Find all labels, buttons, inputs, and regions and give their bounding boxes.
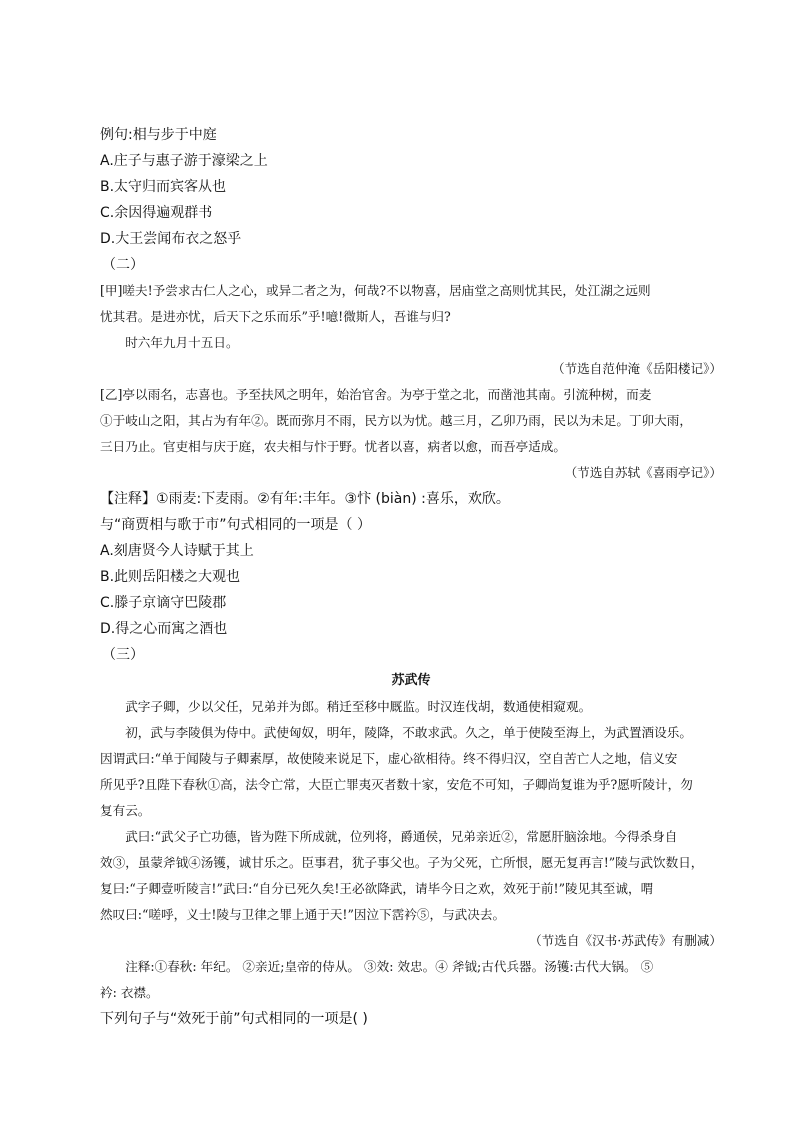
paragraph-line: 因谓武曰:“单于闻陵与子卿素厚，故使陵来说足下，虚心欲相待。终不得归汉，空自苦亡人之地，信义安 — [100, 751, 678, 766]
section-3-label: （三） — [102, 647, 144, 663]
paragraph-line: 武曰:“武父子亡功德，皆为陛下所成就，位列将，爵通侯，兄弟亲近②，常愿肝脑涂地。今得杀身自 — [125, 829, 678, 844]
q1-option-b: B.太守归而宾客从也 — [100, 179, 227, 195]
q2-option-b: B.此则岳阳楼之大观也 — [100, 569, 241, 585]
example-sentence: 例句:相与步于中庭 — [100, 127, 217, 143]
passage-yi — [100, 382, 722, 460]
passage-jia-source: （节选自范仲淹《岳阳楼记》） — [551, 361, 722, 376]
document-content — [100, 122, 722, 1032]
q2-option-a: A.刻唐贤今人诗赋于其上 — [100, 543, 254, 559]
passage-3-source: （节选自《汉书·苏武传》有删减） — [529, 933, 722, 948]
passage-title: 苏武传 — [391, 673, 431, 688]
paragraph-line: 初，武与李陵俱为侍中。武使匈奴，明年，陵降，不敢求武。久之，单于使陵至海上，为武置酒设乐。 — [125, 725, 692, 740]
section-3-notes — [100, 954, 722, 1006]
section-2-question: 与“商贾相与歌于市”句式相同的一项是（ ） — [100, 517, 371, 533]
q2-option-d: D.得之心而寓之酒也 — [100, 621, 228, 637]
passage-paragraph-3 — [100, 824, 722, 928]
q1-option-d: D.大王尝闻布衣之怒乎 — [100, 231, 242, 247]
q2-option-c: C.滕子京谪守巴陵郡 — [100, 595, 227, 611]
passage-jia-line: 忧其君。是进亦忧，后天下之乐而乐”乎!噫!微斯人，吾谁与归? — [100, 309, 451, 324]
passage-jia-date: 时六年九月十五日。 — [125, 335, 239, 350]
section-2-notes: 【注释】①雨麦:下麦雨。②有年:丰年。③忭 (biàn) :喜乐，欢欣。 — [100, 491, 510, 507]
paragraph-line: 效③，虽蒙斧钺④汤镬，诚甘乐之。臣事君，犹子事父也。子为父死，亡所恨，愿无复再言!”陵与武饮数日， — [100, 855, 704, 870]
passage-jia — [100, 278, 722, 330]
passage-yi-line: 三日乃止。官吏相与庆于庭，农夫相与忭于野。忧者以喜，病者以愈，而吾亭适成。 — [100, 439, 566, 454]
notes-line: 注释:①春秋: 年纪。 ②亲近;皇帝的侍从。 ③效: 效忠。④ 斧钺;古代兵器。汤镬:古代大锅。 ⑤ — [125, 959, 654, 974]
paragraph-line: 复曰:“子卿壹听陵言!”武曰:“自分已死久矣!王必欲降武，请毕今日之欢，效死于前!”陵见其至诚，喟 — [100, 881, 654, 896]
q1-option-a: A.庄子与惠子游于濠梁之上 — [100, 153, 268, 169]
paragraph-line: 所见乎?且陛下春秋①高，法令亡常，大臣亡罪夷灭者数十家，安危不可知，子卿尚复谁为乎?愿听陵计，勿 — [100, 777, 693, 792]
passage-paragraph-1: 武字子卿，少以父任，兄弟并为郎。稍迁至移中厩监。时汉连伐胡，数通使相窥观。 — [125, 699, 592, 714]
paragraph-line: 复有云。 — [100, 803, 151, 818]
section-3-question: 下列句子与“效死于前”句式相同的一项是( ) — [100, 1011, 368, 1027]
q1-option-c: C.余因得遍观群书 — [100, 205, 213, 221]
passage-jia-line: [甲]嗟夫!予尝求古仁人之心，或异二者之为，何哉?不以物喜，居庙堂之高则忧其民，处江湖之远则 — [100, 283, 651, 298]
passage-yi-line: ①于岐山之阳，其占为有年②。既而弥月不雨，民方以为忧。越三月，乙卯乃雨，民以为未足。丁卯大雨， — [100, 413, 692, 428]
notes-line: 衿: 衣襟。 — [100, 985, 159, 1000]
passage-yi-source: （节选自苏轼《喜雨亭记》） — [564, 465, 722, 480]
passage-yi-line: [乙]亭以雨名，志喜也。予至扶风之明年，始治官舍。为亭于堂之北，而凿池其南。引流种树，而麦 — [100, 387, 652, 402]
passage-paragraph-2 — [100, 720, 722, 824]
section-2-label: （二） — [102, 257, 144, 273]
paragraph-line: 然叹曰:“嗟呼，义士!陵与卫律之罪上通于天!”因泣下霑衿⑤，与武决去。 — [100, 907, 506, 922]
